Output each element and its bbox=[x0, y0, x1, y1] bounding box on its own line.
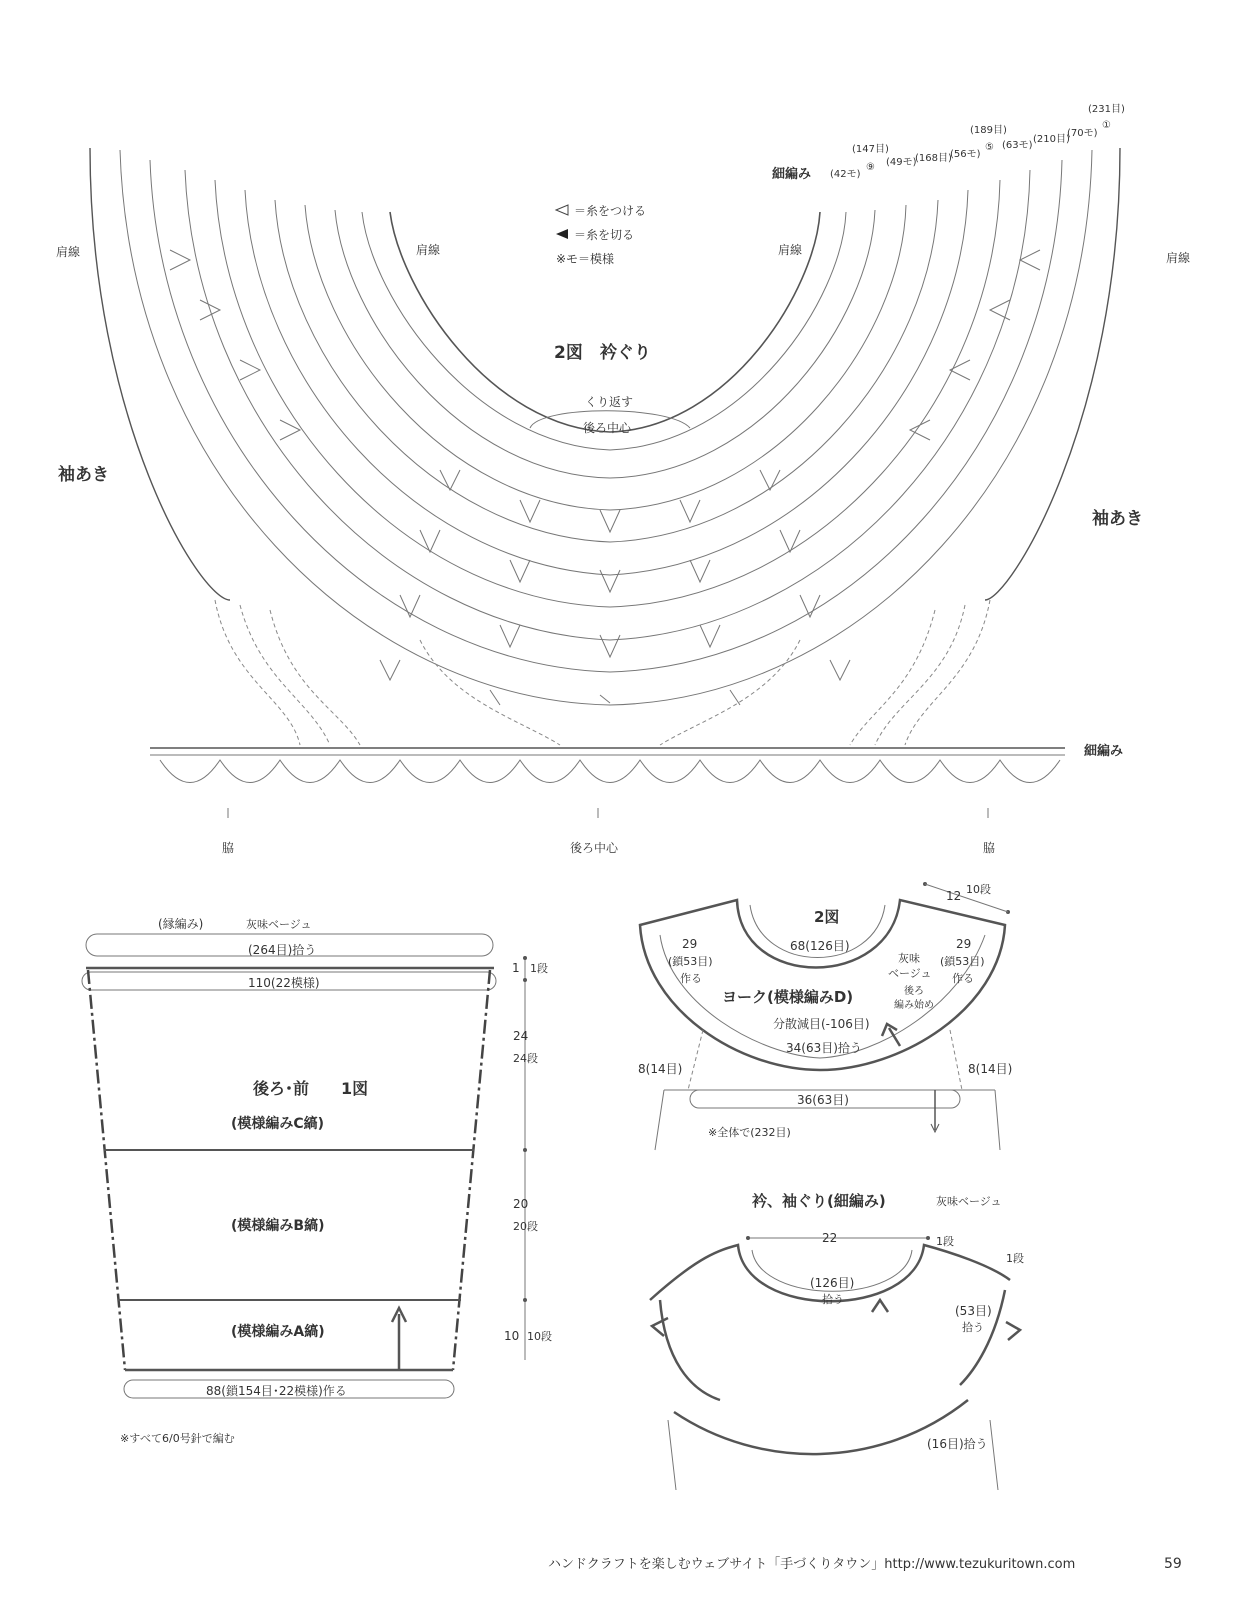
body-schematic bbox=[82, 916, 552, 1445]
attach-yarn-icon bbox=[556, 205, 568, 215]
up-arrow-icon bbox=[872, 1300, 888, 1312]
row-counts bbox=[830, 103, 1125, 180]
sc-label-top: 細編み bbox=[772, 167, 812, 182]
count-label: (49モ) bbox=[886, 157, 917, 168]
back-center-top: 後ろ中心 bbox=[583, 421, 632, 435]
row-cm-1: 1 bbox=[512, 961, 520, 975]
repeat-label: くり返す bbox=[585, 395, 634, 409]
top-width-label: 110(22模様) bbox=[248, 976, 320, 990]
yoke-title: 2図 bbox=[814, 908, 840, 926]
legend-attach: ＝糸をつける bbox=[574, 204, 647, 218]
neck-color: 灰味ベージュ bbox=[936, 1195, 1002, 1208]
right-arrow-icon bbox=[1006, 1322, 1020, 1340]
yoke-right-cm: 29 bbox=[956, 937, 972, 951]
row-count-1: 1段 bbox=[530, 962, 548, 975]
count-label: ⑤ bbox=[985, 142, 994, 153]
side-label-right: 脇 bbox=[983, 841, 996, 855]
yoke-right-sts: (鎖53目) bbox=[940, 955, 985, 968]
side-label-left: 脇 bbox=[222, 841, 235, 855]
yoke-color: 灰味 bbox=[898, 952, 920, 965]
yoke-color2: ベージュ bbox=[888, 967, 932, 980]
bottom-edge-band bbox=[150, 748, 1065, 818]
row-cm-24: 24 bbox=[513, 1029, 529, 1043]
count-label: ① bbox=[1102, 120, 1111, 131]
shoulder-cm: 12 bbox=[946, 889, 962, 903]
yoke-side-left: 8(14目) bbox=[638, 1062, 683, 1076]
yoke-back: 36(63目) bbox=[797, 1093, 849, 1107]
yoke-inner: 68(126目) bbox=[790, 939, 850, 953]
yoke-right-make: 作る bbox=[952, 972, 974, 985]
yoke-side-right: 8(14目) bbox=[968, 1062, 1013, 1076]
count-label: (210目) bbox=[1033, 134, 1070, 145]
collar-chart bbox=[56, 103, 1190, 855]
row-cm-20: 20 bbox=[513, 1197, 529, 1211]
cut-yarn-icon bbox=[556, 229, 568, 239]
shoulder-rows: 10段 bbox=[966, 883, 991, 896]
under-pick: (16目)拾う bbox=[927, 1437, 988, 1451]
arm-pick2: 拾う bbox=[962, 1321, 984, 1334]
count-label: ⑨ bbox=[866, 162, 875, 173]
pattern-a-label: (模様編みA縞) bbox=[231, 1324, 325, 1340]
yoke-start: 後ろ bbox=[904, 986, 924, 997]
legend bbox=[556, 204, 646, 266]
armhole-label-left: 袖あき bbox=[58, 465, 109, 485]
neck-pick2: 拾う bbox=[822, 1293, 844, 1306]
sc-label-bottom: 細編み bbox=[1084, 744, 1124, 759]
bottom-width-label: 88(鎖154目･22模様)作る bbox=[206, 1384, 347, 1398]
neck-armhole-schematic bbox=[650, 1192, 1024, 1490]
yoke-outer: 34(63目)拾う bbox=[786, 1041, 862, 1055]
neck-width: 22 bbox=[822, 1231, 838, 1245]
row-count-10: 10段 bbox=[527, 1330, 552, 1343]
arm-pick: (53目) bbox=[955, 1304, 992, 1318]
pick-up-label: (264目)拾う bbox=[248, 943, 317, 957]
row-count-20: 20段 bbox=[513, 1220, 538, 1233]
edge-label: (縁編み) bbox=[158, 917, 204, 931]
row-count-24: 24段 bbox=[513, 1052, 538, 1065]
count-label: (42モ) bbox=[830, 169, 861, 180]
yoke-total: ※全体で(232目) bbox=[708, 1126, 791, 1139]
shoulder-label-left: 肩線 bbox=[56, 245, 81, 259]
yoke-schematic bbox=[638, 882, 1012, 1150]
needle-note: ※すべて6/0号針で編む bbox=[120, 1432, 235, 1445]
shoulder-label-left-inner: 肩線 bbox=[416, 243, 441, 257]
body-title: 後ろ･前 1図 bbox=[253, 1079, 369, 1098]
armhole-label-right: 袖あき bbox=[1092, 509, 1143, 529]
yoke-name: ヨーク(模様編みD) bbox=[722, 988, 854, 1006]
collar-title: 2図 衿ぐり bbox=[554, 343, 651, 363]
neck-title: 衿、袖ぐり(細編み) bbox=[752, 1192, 886, 1210]
row-cm-10: 10 bbox=[504, 1329, 520, 1343]
count-label: (70モ) bbox=[1067, 128, 1098, 139]
count-label: (189目) bbox=[970, 125, 1007, 136]
yoke-start2: 編み始め bbox=[894, 1000, 934, 1011]
shoulder-label-right-inner: 肩線 bbox=[778, 243, 803, 257]
count-label: (56モ) bbox=[950, 149, 981, 160]
count-label: (147目) bbox=[852, 144, 889, 155]
legend-cut: ＝糸を切る bbox=[574, 228, 635, 242]
yoke-left-sts: (鎖53目) bbox=[668, 955, 713, 968]
pattern-b-label: (模様編みB縞) bbox=[231, 1218, 325, 1234]
count-label: (231目) bbox=[1088, 104, 1125, 115]
yoke-left-cm: 29 bbox=[682, 937, 698, 951]
pattern-c-label: (模様編みC縞) bbox=[231, 1116, 325, 1132]
page-number: 59 bbox=[1164, 1556, 1182, 1572]
shoulder-label-right: 肩線 bbox=[1166, 251, 1191, 265]
neck-row-a: 1段 bbox=[936, 1235, 954, 1248]
yoke-decrease: 分散減目(-106目) bbox=[773, 1017, 870, 1031]
footer-site: ハンドクラフトを楽しむウェブサイト「手づくりタウン」http://www.tezukuritown.com bbox=[548, 1557, 1076, 1572]
count-label: (168目) bbox=[915, 153, 952, 164]
count-label: (63モ) bbox=[1002, 140, 1033, 151]
edge-color: 灰味ベージュ bbox=[246, 918, 312, 931]
back-center-bottom: 後ろ中心 bbox=[570, 841, 619, 855]
neck-pick: (126目) bbox=[810, 1276, 855, 1290]
legend-note: ※モ＝模様 bbox=[556, 252, 615, 266]
yoke-left-make: 作る bbox=[680, 972, 702, 985]
neck-row-b: 1段 bbox=[1006, 1252, 1024, 1265]
